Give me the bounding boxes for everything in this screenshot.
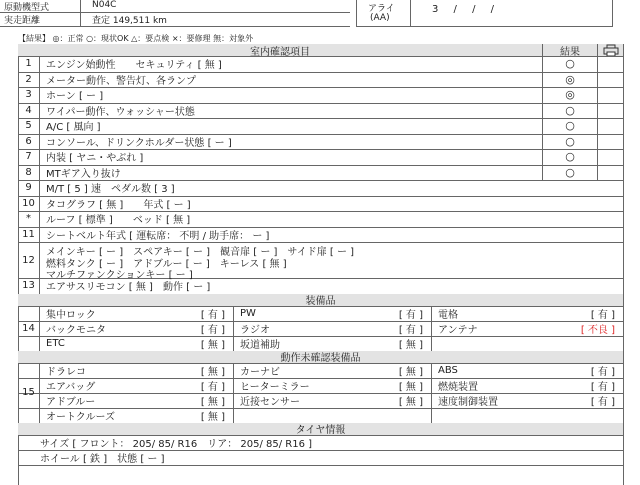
row-number: 11	[18, 227, 40, 243]
inspection-row	[18, 103, 623, 120]
row-text: 内装 [ ヤニ・やぶれ ]	[40, 149, 543, 165]
equipment-value: [ 無 ]	[200, 411, 225, 423]
row-result: ○	[543, 149, 598, 165]
equipment-name: 近接センサー	[240, 396, 300, 408]
row-text: コンソール、ドリンクホルダー状態 [ ー ]	[40, 134, 543, 150]
row-result: ○	[543, 103, 598, 119]
inspection-row	[18, 72, 623, 89]
row-number: 6	[18, 134, 40, 150]
tire-value: 3 / / /	[432, 4, 501, 15]
tire-header: タイヤ情報	[295, 425, 346, 436]
odo-value: 査定 149,511 km	[92, 16, 167, 26]
inspection-row-10	[18, 196, 623, 213]
row-number: 13	[18, 278, 40, 294]
row-number: 5	[18, 118, 40, 134]
result-header: 結果	[543, 44, 598, 56]
equipment-name: ABS	[438, 364, 458, 376]
row-result: ◎	[543, 87, 598, 103]
tire-size-row	[18, 435, 623, 451]
legend: 【結果】 ◎：正常 ○：現状OK △：要点検 ×：要修理 無：対象外	[18, 34, 254, 43]
row-text: エンジン始動性 セキュリティ [ 無 ]	[40, 56, 543, 72]
equipment-value: [ 無 ]	[398, 366, 423, 378]
operation-row	[18, 378, 623, 394]
tire-wheel-row	[18, 450, 623, 466]
operation-row	[18, 363, 623, 379]
equipment-value: [ 有 ]	[200, 324, 225, 336]
row12-line1: メインキー [ ー ] スペアキー [ ー ] 観音扉 [ ー ] サイド扉 [ ー ]	[46, 247, 355, 258]
equipment-name: エアバッグ	[46, 381, 96, 393]
equipment-name: ドラレコ	[46, 366, 86, 378]
row-number: 9	[18, 180, 40, 196]
equipment-name: 速度制御装置	[438, 396, 498, 408]
equipment-name: オートクルーズ	[46, 411, 115, 423]
equipment-value: [ 無 ]	[200, 396, 225, 408]
equipment-name: 電格	[438, 309, 458, 321]
row-number: 10	[18, 196, 40, 212]
engine-label: 原動機型式	[4, 3, 50, 13]
equipment-value: [ 有 ]	[398, 309, 423, 321]
row-number: *	[18, 211, 40, 227]
row-text: MTギア入り抜け	[40, 165, 543, 181]
equipment-value: [ 有 ]	[590, 366, 615, 378]
equipment-name: アンテナ	[438, 324, 478, 336]
printer-icon[interactable]	[598, 44, 623, 56]
row-text: M/T [ 5 ] 速 ペダル数 [ 3 ]	[46, 184, 175, 196]
equipment-name: PW	[240, 307, 256, 319]
inspection-row	[18, 149, 623, 166]
row-number: 12	[18, 242, 40, 278]
inspection-row	[18, 165, 623, 182]
inspection-row	[18, 134, 623, 151]
equipment-name: ETC	[46, 337, 65, 349]
equipment-value: [ 無 ]	[398, 339, 423, 351]
equipment-name: アドブルー	[46, 396, 96, 408]
equipment-name: バックモニタ	[46, 324, 106, 336]
tire-maker-sub: (AA)	[370, 13, 390, 23]
row-text: ホーン [ ー ]	[40, 87, 543, 103]
inspection-row-9	[18, 180, 623, 197]
equipment-row	[18, 321, 623, 337]
row-text: タコグラフ [ 無 ] 年式 [ ー ]	[46, 199, 191, 211]
tire-size: サイズ [ フロント： 205/ 85/ R16 リア： 205/ 85/ R16 ]	[40, 438, 313, 450]
row-text: メーター動作、警告灯、各ランプ	[40, 72, 543, 88]
row-number: 7	[18, 149, 40, 165]
row-text: ワイパー動作、ウォッシャー状態	[40, 103, 543, 119]
row-number: 4	[18, 103, 40, 119]
equipment-value: [ 無 ]	[398, 381, 423, 393]
row-result: ○	[543, 118, 598, 134]
equipment-name: 集中ロック	[46, 309, 96, 321]
row-text: ルーフ [ 標準 ] ベッド [ 無 ]	[46, 215, 191, 227]
inspection-row-11	[18, 227, 623, 244]
row-text: エアサスリモコン [ 無 ] 動作 [ ー ]	[46, 282, 211, 294]
inspection-header: 室内確認項目	[18, 44, 543, 56]
row-result: ○	[543, 134, 598, 150]
equipment-value: [ 無 ]	[200, 339, 225, 351]
top-block	[0, 0, 640, 26]
equipment-name: 燃焼装置	[438, 381, 478, 393]
tire-wheel: ホイール [ 鉄 ] 状態 [ ー ]	[40, 453, 165, 465]
equipment-name: 坂道補助	[240, 339, 280, 351]
row-result: ○	[543, 165, 598, 181]
inspection-row-12	[18, 242, 623, 279]
equipment-value: [ 有 ]	[398, 324, 423, 336]
row-number: 1	[18, 56, 40, 72]
equipment-name: カーナビ	[240, 366, 280, 378]
equipment-value: [ 無 ]	[398, 396, 423, 408]
equipment-value: [ 有 ]	[590, 396, 615, 408]
inspection-row	[18, 87, 623, 104]
row12-line2: 燃料タンク [ ー ] アドブルー [ ー ] キーレス [ 無 ]	[46, 258, 287, 270]
equipment-name: ラジオ	[240, 324, 270, 336]
equipment-value: [ 有 ]	[590, 381, 615, 393]
row-text: A/C [ 風向 ]	[40, 118, 543, 134]
row-result: ◎	[543, 72, 598, 88]
tire-maker: アライ	[368, 4, 395, 14]
equipment-row	[18, 306, 623, 322]
equipment-value: [ 有 ]	[200, 381, 225, 393]
row-text: シートベルト年式 [ 運転席： 不明 / 助手席： ー ]	[46, 230, 270, 242]
row12-line3: マルチファンクションキー [ ー ]	[46, 270, 193, 281]
operation-header: 動作未確認装備品	[280, 353, 361, 364]
equipment-value: [ 無 ]	[200, 366, 225, 378]
section-number: 14	[18, 306, 40, 351]
operation-row	[18, 393, 623, 409]
section-number: 15	[18, 363, 40, 423]
engine-value: N04C	[92, 0, 117, 10]
equipment-header: 装備品	[305, 296, 336, 307]
odo-label: 実走距離	[4, 16, 41, 26]
row-result: ○	[543, 56, 598, 72]
inspection-row	[18, 118, 623, 135]
inspection-row-roof	[18, 211, 623, 228]
inspection-row	[18, 56, 623, 73]
equipment-value: [ 有 ]	[200, 309, 225, 321]
row-number: 2	[18, 72, 40, 88]
equipment-value: [ 有 ]	[590, 309, 615, 321]
row-number: 8	[18, 165, 40, 181]
row-number: 3	[18, 87, 40, 103]
equipment-name: ヒーターミラー	[240, 381, 310, 393]
equipment-value: [ 不良 ]	[580, 324, 615, 336]
